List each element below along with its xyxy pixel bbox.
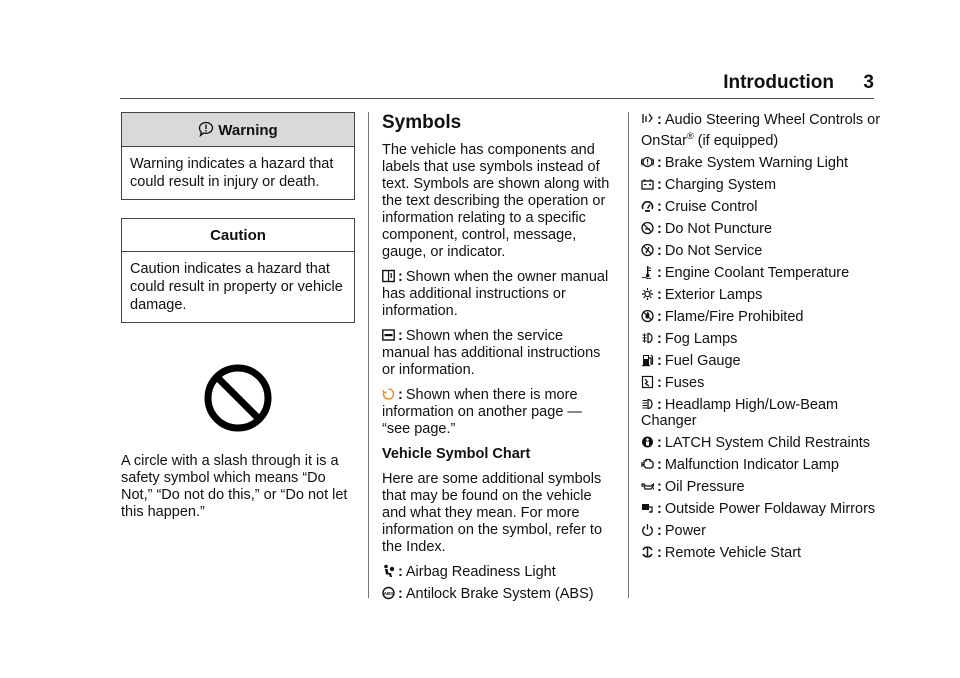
- symbol-label: LATCH System Child Restraints: [664, 434, 871, 451]
- book-icon: [382, 269, 395, 283]
- cruise-control-icon: [641, 199, 654, 213]
- symbol-label: Fuses: [664, 374, 705, 391]
- section-title: Introduction: [723, 72, 834, 93]
- exterior-lamp-icon: [641, 287, 654, 301]
- list-item: ABS : Antilock Brake System (ABS): [383, 586, 594, 602]
- steering-wheel-audio-icon: [641, 112, 654, 126]
- latch-icon: [641, 435, 654, 449]
- brake-warning-icon: [641, 155, 654, 169]
- symbols-heading: Symbols: [382, 112, 462, 133]
- see-page-note: : Shown when there is more information on another page — “see page.”: [382, 387, 582, 437]
- do-not-service-icon: [641, 243, 654, 257]
- list-item: : Remote Vehicle Start: [641, 545, 881, 561]
- symbol-label: Fuel Gauge: [664, 352, 741, 369]
- list-item: : LATCH System Child Restraints: [641, 435, 881, 451]
- list-item: : Engine Coolant Temperature: [641, 265, 881, 281]
- engine-check-icon: [641, 457, 654, 471]
- list-item: : Flame/Fire Prohibited: [641, 309, 881, 325]
- symbol-label: Cruise Control: [664, 198, 758, 215]
- list-item: : Outside Power Foldaway Mirrors: [641, 501, 881, 517]
- no-flame-icon: [641, 309, 654, 323]
- oil-can-icon: [641, 479, 654, 493]
- list-item: : Audio Steering Wheel Controls or OnStar® (if equipped): [641, 112, 881, 149]
- fuel-pump-icon: [641, 353, 654, 367]
- abs-icon: [382, 586, 395, 600]
- list-item: : Fuel Gauge: [641, 353, 881, 369]
- see-page-icon: [382, 387, 395, 401]
- airbag-icon: [382, 564, 395, 578]
- warning-box-body: Warning indicates a hazard that could result in injury or death.: [130, 156, 334, 190]
- list-item: : Power: [641, 523, 881, 539]
- list-item: : Exterior Lamps: [641, 287, 881, 303]
- chart-heading: Vehicle Symbol Chart: [382, 446, 531, 462]
- list-item: : Fuses: [641, 375, 881, 391]
- symbol-label: Brake System Warning Light: [664, 154, 849, 171]
- list-item: : Do Not Service: [641, 243, 881, 259]
- prohibit-symbol-icon: [203, 363, 273, 433]
- symbol-label: Outside Power Foldaway Mirrors: [664, 500, 876, 517]
- column-divider: [368, 112, 369, 598]
- symbol-chart-list: [641, 155, 881, 561]
- owner-manual-note: : Shown when the owner manual has additional instructions or information.: [382, 269, 609, 319]
- list-item: : Cruise Control: [641, 199, 881, 215]
- caution-box-body: Caution indicates a hazard that could result in property or vehicle damage.: [130, 261, 343, 313]
- symbol-label: Exterior Lamps: [664, 286, 763, 303]
- page-number: 3: [863, 72, 874, 93]
- page-header: [120, 70, 874, 99]
- headlamp-icon: [641, 397, 654, 411]
- symbol-label: Do Not Service: [664, 242, 763, 259]
- symbol-label: Fog Lamps: [664, 330, 738, 347]
- svg-text:ABS: ABS: [383, 591, 394, 596]
- do-not-puncture-icon: [641, 221, 654, 235]
- list-item: : Brake System Warning Light: [641, 155, 881, 171]
- column-divider: [628, 112, 629, 598]
- remote-start-icon: [641, 545, 654, 559]
- warning-box: [121, 112, 355, 200]
- list-item: : Charging System: [641, 177, 881, 193]
- list-item: : Do Not Puncture: [641, 221, 881, 237]
- caution-box: [121, 218, 355, 323]
- fuse-icon: [641, 375, 654, 389]
- symbols-intro: The vehicle has components and labels that use symbols instead of text. Symbols are shown along with the text describing the operation or information relating to a specific component, control, message, gauge, or indicator.: [382, 142, 610, 260]
- symbol-label: Power: [664, 522, 706, 539]
- warning-box-title: Warning: [122, 113, 354, 147]
- list-item: : Airbag Readiness Light: [382, 564, 610, 580]
- symbol-label: Do Not Puncture: [664, 220, 773, 237]
- wrench-book-icon: [382, 328, 395, 342]
- middle-column: [382, 112, 610, 608]
- prohibit-description: A circle with a slash through it is a safety symbol which means “Do Not,” “Do not do this,” or “Do not let this happen.”: [121, 453, 348, 520]
- list-item: : Headlamp High/Low-Beam Changer: [641, 396, 839, 429]
- list-item: : Fog Lamps: [641, 331, 881, 347]
- service-manual-note: : Shown when the service manual has additional instructions or information.: [382, 328, 601, 378]
- symbol-label: Oil Pressure: [664, 478, 745, 495]
- symbol-label: Headlamp High/Low-Beam Changer: [641, 396, 839, 429]
- list-item: : Oil Pressure: [641, 479, 881, 495]
- power-icon: [641, 523, 654, 537]
- symbol-label: Remote Vehicle Start: [664, 544, 802, 561]
- warning-icon: [198, 121, 214, 137]
- left-column: [121, 112, 355, 529]
- mirror-fold-icon: [641, 501, 654, 515]
- symbol-label: Flame/Fire Prohibited: [664, 308, 804, 325]
- list-item: : Malfunction Indicator Lamp: [641, 457, 881, 473]
- fog-lamp-icon: [641, 331, 654, 345]
- chart-intro: Here are some additional symbols that may be found on the vehicle and what they mean. For more information on the symbol, refer to the Index.: [382, 471, 603, 555]
- symbol-label: Engine Coolant Temperature: [664, 264, 850, 281]
- symbol-label: Malfunction Indicator Lamp: [664, 456, 839, 473]
- coolant-temperature-icon: [641, 265, 654, 279]
- right-column: [641, 112, 881, 567]
- caution-box-title: Caution: [122, 219, 354, 252]
- symbol-label: Charging System: [664, 176, 777, 193]
- battery-icon: [641, 177, 654, 191]
